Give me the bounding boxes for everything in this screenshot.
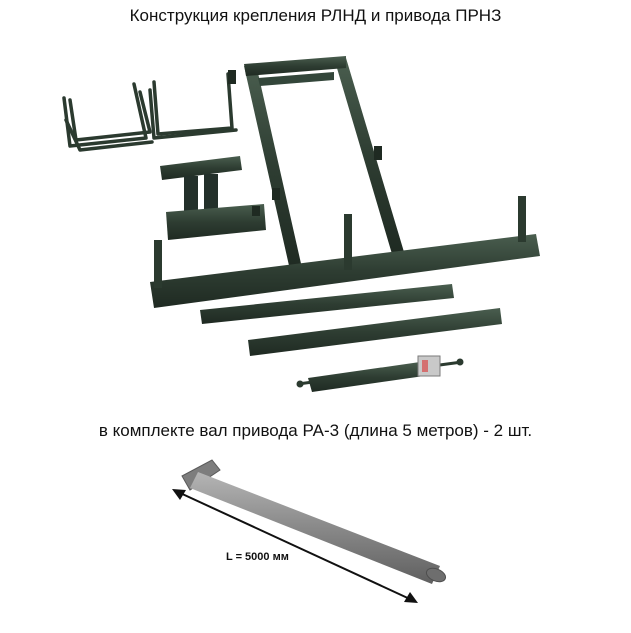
mounting-bracket: [160, 156, 266, 240]
dimension-label: L = 5000 мм: [226, 551, 289, 563]
drive-shaft: [182, 460, 448, 584]
caption-mounting-structure: Конструкция крепления РЛНД и привода ПРНЗ: [129, 6, 502, 25]
u-bolt-clamp-right: [150, 74, 236, 138]
caption-shaft-included: в комплекте вал привода РА-3 (длина 5 метров) - 2 шт.: [98, 421, 533, 440]
drive-rod-turnbuckle: [297, 356, 464, 392]
u-bolt-clamp-left: [64, 84, 152, 150]
